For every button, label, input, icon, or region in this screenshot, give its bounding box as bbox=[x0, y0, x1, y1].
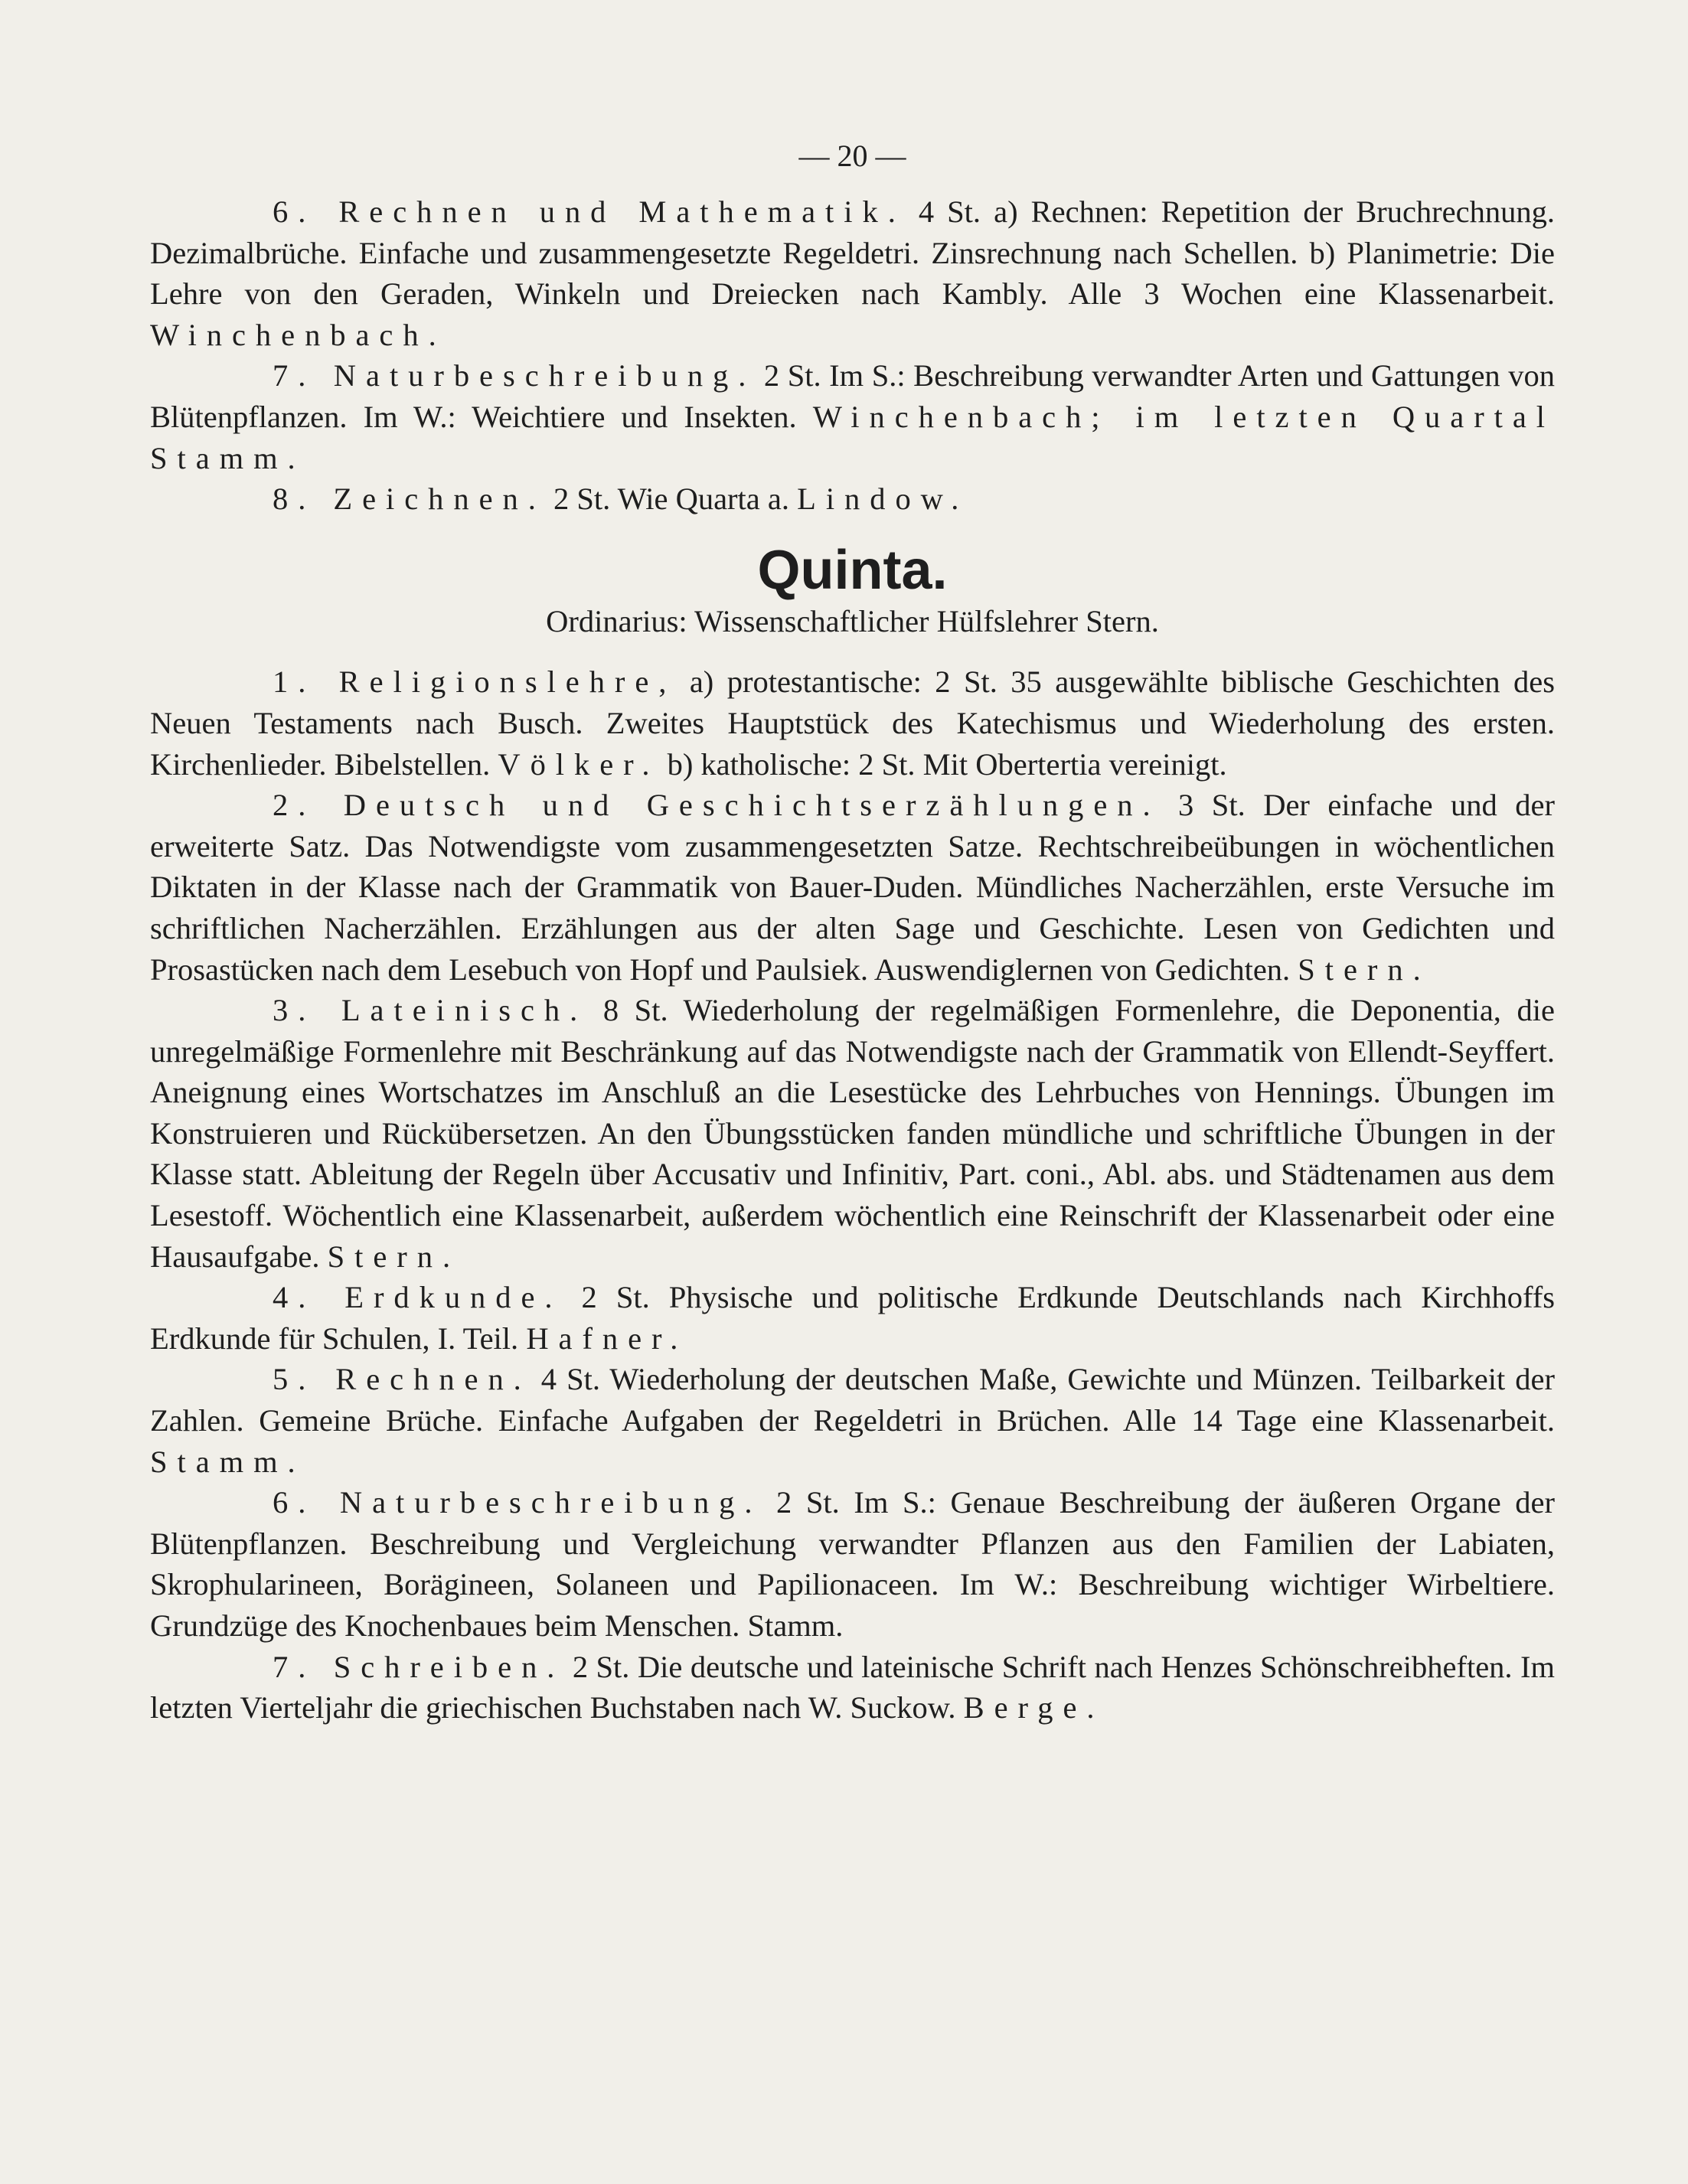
teacher-name: Winchenbach; im letzten Quartal Stamm. bbox=[150, 399, 1555, 475]
paragraph-rechnen-mathematik bbox=[150, 191, 1555, 355]
paragraph-body: 2 St. Physische und politische Erdkunde Deutschlands nach Kirchhoffs Erdkunde für Schulen, I. Teil. bbox=[150, 1280, 1555, 1356]
page-number: — 20 — bbox=[798, 139, 906, 173]
paragraph-body: 8 St. Wiederholung der regelmäßigen Formenlehre, die Deponentia, die unregelmäßige Formenlehre mit Beschränkung auf das Notwendigste nach der Grammatik von Ellendt-Seyffert. Aneignung eines Wortschatzes im Anschluß an die Lesestücke des Lehrbuches von Hennings. Übungen im Konstruieren und Rückübersetzen. An den Übungsstücken fanden mündliche und schriftliche Übungen in der Klasse statt. Ableitung der Regeln über Accusativ und Infinitiv, Part. coni., Abl. abs. und Städtenamen aus dem Lesestoff. Wöchentlich eine Klassenarbeit, außerdem wöchentlich eine Reinschrift der Klassenarbeit oder eine Hausaufgabe. bbox=[150, 993, 1555, 1274]
subject-heading: 8. Zeichnen. bbox=[273, 482, 546, 517]
teacher-name: Stamm. bbox=[150, 1444, 305, 1479]
paragraph-naturbeschreibung-quinta bbox=[150, 1482, 1555, 1646]
paragraph-schreiben bbox=[150, 1647, 1555, 1729]
page-text bbox=[150, 138, 1555, 1729]
subject-heading: 4. Erdkunde. bbox=[273, 1280, 563, 1315]
paragraph-body: 4 St. a) Rechnen: Repetition der Bruchrechnung. Dezimalbrüche. Einfache und zusammengesetzte Regeldetri. Zinsrechnung nach Schellen. b) Planimetrie: Die Lehre von den Geraden, Winkeln und Dreiecken nach Kambly. Alle 3 Wochen eine Klassenarbeit. bbox=[150, 194, 1555, 312]
subject-heading: 2. Deutsch und Geschichtserzählungen. bbox=[273, 788, 1161, 823]
paragraph-body: 2 St. Wie Quarta a. bbox=[545, 482, 798, 517]
paragraph-naturbeschreibung bbox=[150, 355, 1555, 478]
ordinarius-line: Ordinarius: Wissenschaftlicher Hülfslehrer Stern. bbox=[546, 603, 1159, 638]
teacher-name: Berge. bbox=[963, 1690, 1105, 1725]
subject-heading: 5. Rechnen. bbox=[273, 1362, 531, 1397]
paragraph-erdkunde bbox=[150, 1277, 1555, 1359]
section-title: Quinta. bbox=[757, 539, 948, 601]
teacher-name: Hafner. bbox=[526, 1321, 688, 1356]
paragraph-religionslehre bbox=[150, 661, 1555, 785]
subject-heading: 7. Schreiben. bbox=[273, 1649, 565, 1684]
subject-heading: 1. Religionslehre, bbox=[273, 664, 677, 700]
teacher-name: Winchenbach. bbox=[150, 317, 446, 352]
teacher-name: Stern. bbox=[1298, 952, 1431, 987]
paragraph-body: 2 St. Im S.: Beschreibung verwandter Arten und Gattungen von Blütenpflanzen. Im W.: Weichtiere und Insekten. bbox=[150, 358, 1555, 434]
subject-heading: 3. Lateinisch. bbox=[273, 993, 588, 1028]
teacher-name: Lindow. bbox=[797, 482, 969, 517]
teacher-name: Stern. bbox=[327, 1239, 461, 1274]
subject-heading: 6. Rechnen und Mathematik. bbox=[273, 194, 906, 229]
paragraph-tail: b) katholische: 2 St. Mit Obertertia vereinigt. bbox=[659, 746, 1227, 782]
paragraph-zeichnen bbox=[150, 478, 1555, 520]
paragraph-body: a) protestantische: 2 St. 35 ausgewählte biblische Geschichten des Neuen Testaments nach Busch. Zweites Hauptstück des Katechismus und Wiederholung des ersten. Kirchenlieder. Bibelstellen. bbox=[150, 664, 1556, 782]
subject-heading: 6. Naturbeschreibung. bbox=[273, 1485, 762, 1520]
paragraph-body: 4 St. Wiederholung der deutschen Maße, Gewichte und Münzen. Teilbarkeit der Zahlen. Gemeine Brüche. Einfache Aufgaben der Regeldetri in Brüchen. Alle 14 Tage eine Klassenarbeit. bbox=[150, 1362, 1555, 1438]
paragraph-body: 2 St. Im S.: Genaue Beschreibung der äußeren Organe der Blütenpflanzen. Beschreibung und Vergleichung verwandter Pflanzen aus den Familien der Labiaten, Skrophularineen, Borägineen, Solaneen und Papilionaceen. Im W.: Beschreibung wichtiger Wirbeltiere. Grundzüge des Knochenbaues beim Menschen. Stamm. bbox=[150, 1485, 1555, 1643]
paragraph-lateinisch bbox=[150, 990, 1555, 1277]
teacher-name: Völker. bbox=[498, 746, 660, 782]
paragraph-deutsch bbox=[150, 785, 1555, 990]
paragraph-rechnen bbox=[150, 1359, 1555, 1482]
paragraph-body: 3 St. Der einfache und der erweiterte Satz. Das Notwendigste vom zusammengesetzten Satze. Rechtschreibeübungen in wöchentlichen Diktaten in der Klasse nach der Grammatik von Bauer-Duden. Mündliches Nacherzählen, erste Versuche im schriftlichen Nacherzählen. Erzählungen aus der alten Sage und Geschichte. Lesen von Gedichten und Prosastücken nach dem Lesebuch von Hopf und Paulsiek. Auswendiglernen von Gedichten. bbox=[150, 788, 1555, 987]
subject-heading: 7. Naturbeschreibung. bbox=[273, 358, 756, 393]
paragraph-body: 2 St. Die deutsche und lateinische Schrift nach Henzes Schönschreibheften. Im letzten Vierteljahr die griechischen Buchstaben nach W. Suckow. bbox=[150, 1649, 1555, 1725]
